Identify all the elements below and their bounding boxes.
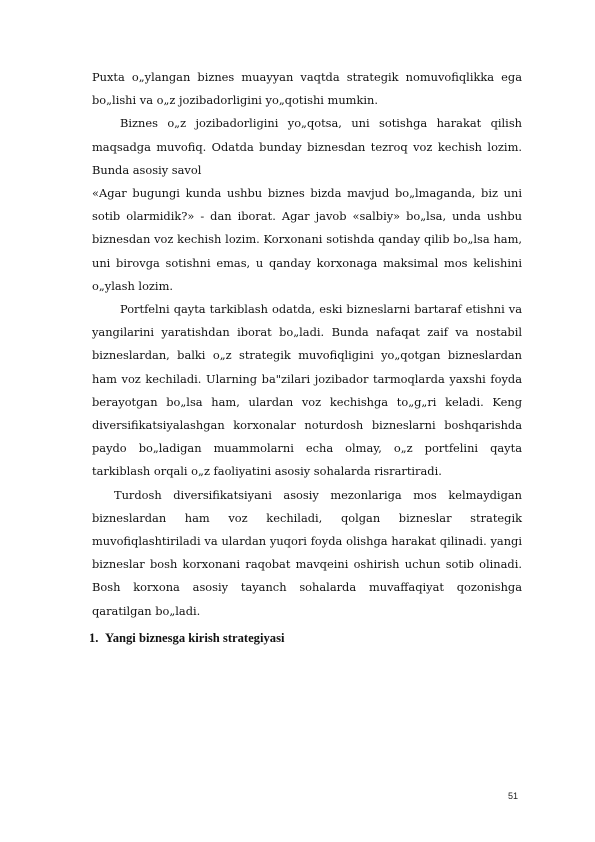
heading-number: 1.: [89, 630, 99, 645]
paragraph-4: Portfelni qayta tarkiblash odatda, eski bizneslarni bartaraf etishni va yangilarini yaratishdan iborat bo„ladi. Bunda nafaqat zaif va nostabil bizneslardan, balki o„z strategik muvofiqligini yo„qotgan bizneslardan ham voz kechiladi. Ularning ba"zilari jozibador tarmoqlarda yaxshi foyda berayotgan bo„lsa ham, ulardan voz kechishga to„g„ri keladi. Keng diversifikatsiyalashgan korxonalar noturdosh bizneslarni boshqarishda paydo bo„ladigan muammolarni echa olmay, o„z portfelini qayta tarkiblash orqali o„z faoliyatini asosiy sohalarda risrartiradi.: [92, 302, 522, 479]
section-heading: [89, 627, 522, 650]
heading-title: Yangi biznesga kirish strategiyasi: [105, 630, 285, 645]
document-body: [89, 66, 522, 650]
paragraph-2: Biznes o„z jozibadorligini yo„qotsa, uni sotishga harakat qilish maqsadga muvofiq. Odatda bunday biznesdan tezroq voz kechish lozim. Bunda asosiy savol: [92, 116, 522, 177]
paragraph-1: Puxta o„ylangan biznes muayyan vaqtda strategik nomuvofiqlikka ega bo„lishi va o„z jozibadorligini yo„qotishi mumkin.: [92, 70, 522, 108]
paragraph-3: «Agar bugungi kunda ushbu biznes bizda mavjud bo„lmaganda, biz uni sotib olarmidik?» - dan iborat. Agar javob «salbiy» bo„lsa, unda ushbu biznesdan voz kechish lozim. Korxonani sotishda qanday qilib bo„lsa ham, uni birovga sotishni emas, u qanday korxonaga maksimal mos kelishini o„ylash lozim.: [92, 186, 522, 293]
paragraph-5: Turdosh diversifikatsiyani asosiy mezonlariga mos kelmaydigan bizneslardan ham voz kechiladi, qolgan bizneslar strategik muvofiqlashtiriladi va ulardan yuqori foyda olishga harakat qilinadi. yangi bizneslar bosh korxonani raqobat mavqeini oshirish uchun sotib olinadi. Bosh korxona asosiy tayanch sohalarda muvaffaqiyat qozonishga qaratilgan bo„ladi.: [92, 487, 522, 618]
page-number: 51: [508, 791, 519, 801]
